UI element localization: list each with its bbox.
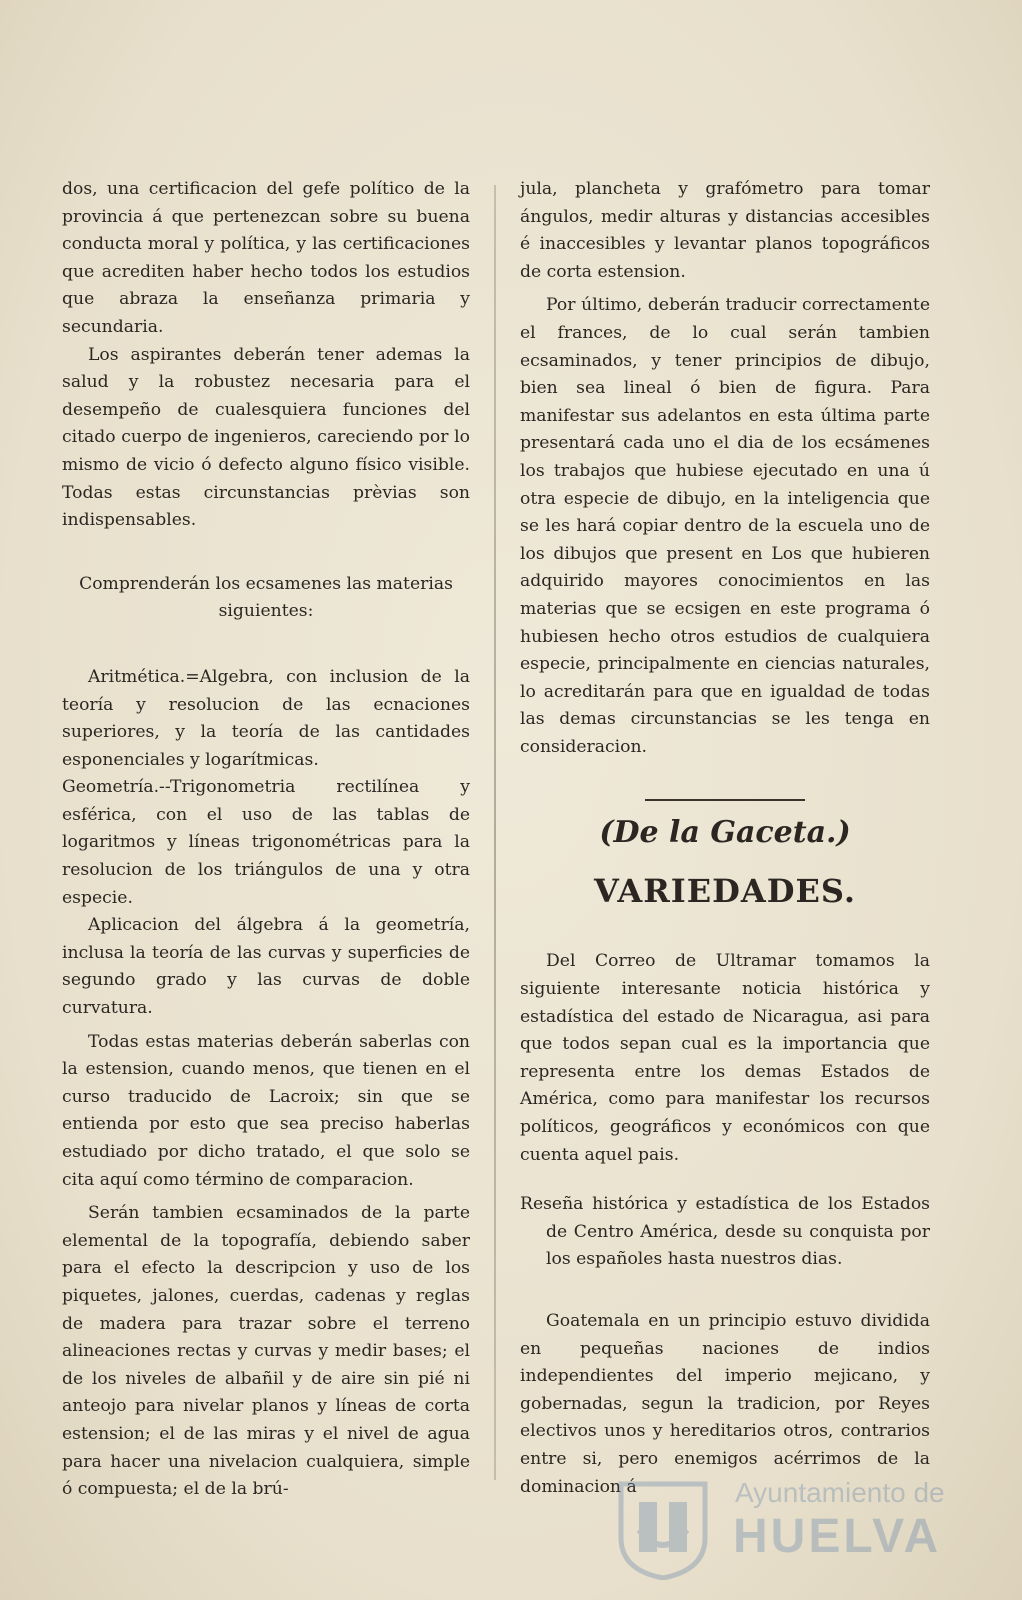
gaceta-heading: (De la Gaceta.): [599, 815, 851, 851]
paragraph-topografia: Serán tambien ecsaminados de la parte elemental de la topografía, debiendo saber para el efecto la descripcion y uso de los piquetes, jalones, cuerdas, cadenas y reglas de madera para trazar sobre el terreno alineaciones rectas y curvas y medir bases; el de los niveles de albañil y de aire sin pié ni anteojo para nivelar planos y líneas de corta estension; el de las miras y el nivel de agua para hacer una nivelacion cualquiera, simple ó compuesta; el de la brú-: [62, 1203, 470, 1500]
paragraph-aspirantes: Los aspirantes deberán tener ademas la salud y la robustez necesaria para el desempeño de cualesquiera funciones del citado cuerpo de ingenieros, careciendo por lo mismo de vicio ó defecto alguno físico visible. Todas estas circunstancias prèvias son indispensables.: [62, 344, 470, 531]
paragraph-materias-lacroix: Todas estas materias deberán saberlas con la estension, cuando menos, que tienen en el curso traducido de Lacroix; sin que se entienda por esto que sea preciso haberlas estudiado por dicho tratado, el que solo se cita aquí como término de comparacion.: [62, 1031, 470, 1190]
paragraph-frances-dibujo: Por último, deberán traducir correctamente el frances, de lo cual serán tambien ecsaminados, y tener principios de dibujo, bien sea lineal ó bien de figura. Para manifestar sus adelantos en esta última parte presentará cada uno el dia de los ecsámenes los trabajos que hubiese ejecutado en una ú otra especie de dibujo, en la inteligencia que se les hará copiar dentro de la escuela uno de los dibujos que present en Los que hubieren adquirido mayores conocimientos en las materias que se ecsigen en este programa ó hubiesen hecho otros estudios de cualquiera especie, principalmente en ciencias naturales, lo acreditarán para que en igualdad de todas las demas circunstancias se les tenga en consideracion.: [520, 295, 930, 757]
right-column: [520, 176, 930, 1501]
paragraph-goatemala: Goatemala en un principio estuvo dividida en pequeñas naciones de indios independientes del imperio mejicano, y gobernadas, segun la tradicion, por Reyes electivos unos y hereditarios otros, contrarios entre si, pero enemigos acérrimos de la dominacion á: [520, 1311, 930, 1497]
watermark-line-huelva: HUELVA: [733, 1510, 942, 1563]
section-heading-materias: Comprenderán los ecsamenes las materias siguientes:: [79, 573, 453, 622]
variedades-heading: VARIEDADES.: [594, 872, 856, 911]
watermark-line-ayuntamiento: Ayuntamiento de: [735, 1477, 945, 1508]
watermark-huelva: [615, 1475, 945, 1585]
paragraph-aplicacion: Aplicacion del álgebra á la geometría, inclusa la teoría de las curvas y superficies de segundo grado y las curvas de doble curvatura.: [62, 915, 470, 1019]
paragraph-certificacion: dos, una certificacion del gefe político de la provincia á que pertenezcan sobre su buena conducta moral y política, y las certificaciones que acrediten haber hecho todos los estudios que abraza la enseñanza primaria y secundaria.: [62, 179, 470, 337]
column-divider: [494, 185, 496, 1480]
paragraph-aritmetica: Aritmética.=Algebra, con inclusion de la teoría y resolucion de las ecnaciones superiores, y la teoría de las cantidades esponenciales y logarítmicas.: [62, 666, 470, 770]
section-rule: [645, 799, 805, 801]
paragraph-geometria: Geometría.--Trigonometria rectilínea y esférica, con el uso de las tablas de logaritmos y líneas trigonométricas para la resolucion de los triángulos de una y otra especie.: [62, 777, 470, 908]
resena-title: Reseña histórica y estadística de los Estados de Centro América, desde su conquista por los españoles hasta nuestros dias.: [520, 1194, 930, 1270]
paragraph-brujula: jula, plancheta y grafómetro para tomar ángulos, medir alturas y distancias accesibles é inaccesibles y levantar planos topográficos de corta estension.: [520, 179, 930, 282]
paragraph-correo-ultramar: Del Correo de Ultramar tomamos la siguiente interesante noticia histórica y estadística del estado de Nicaragua, asi para que todos sepan cual es la importancia que representa entre los demas Estados de América, como para manifestar los recursos políticos, geográficos y económicos con que cuenta aquel pais.: [520, 951, 930, 1165]
left-column: [62, 176, 470, 1504]
shield-icon: [615, 1480, 711, 1580]
